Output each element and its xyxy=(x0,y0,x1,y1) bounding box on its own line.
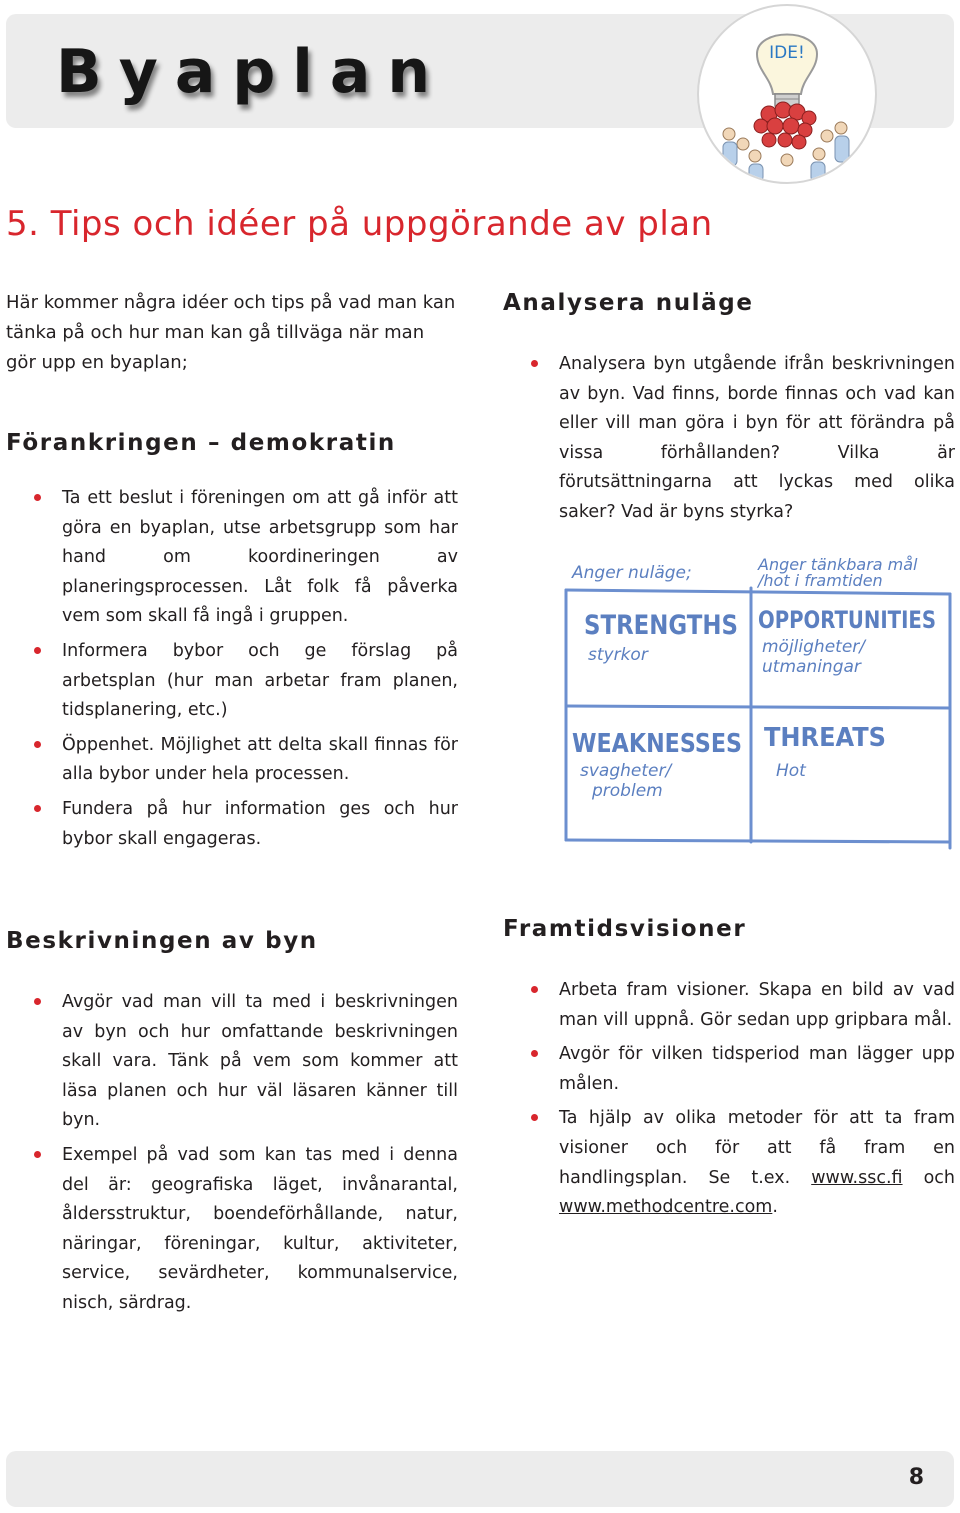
right-column-top xyxy=(503,290,955,533)
list-item xyxy=(503,976,955,1035)
swot-threats: THREATS xyxy=(764,723,886,753)
link-methodcentre[interactable]: www.methodcentre.com xyxy=(559,1197,773,1218)
list-item xyxy=(6,484,458,632)
list-item-text: Analysera byn utgående ifrån beskrivningen av byn. Vad finns, borde finnas och vad kan eller vill man göra i byn för att förändra på vissa förhållanden? Vilka är förutsättningarna att lyckas med olika saker? Vad är byns styrka? xyxy=(559,354,955,522)
swot-border-top xyxy=(566,590,950,594)
swot-divider-horizontal xyxy=(566,706,950,708)
list-item-text: Ta ett beslut i föreningen om att gå inför att göra en byaplan, utse arbetsgrupp som har hand om koordineringen av planeringsprocessen. Låt folk få påverka vem som skall få ingå i gruppen. xyxy=(62,488,458,627)
swot-strengths-sub: styrkor xyxy=(588,645,648,665)
swot-label-left: Anger nuläge; xyxy=(572,563,692,583)
page-number: 8 xyxy=(908,1465,924,1490)
list-item-text: Informera bybor och ge förslag på arbetsplan (hur man arbetar fram planen, tidsplanering, etc.) xyxy=(62,640,458,721)
bullet-dot xyxy=(531,360,538,367)
bullet-dot xyxy=(531,986,538,993)
section-title: 5. Tips och idéer på uppgörande av plan xyxy=(6,204,713,244)
list-item xyxy=(6,1141,458,1319)
sentence-end: . xyxy=(772,1197,778,1218)
list-item-text: Fundera på hur information ges och hur bybor skall engageras. xyxy=(62,798,458,849)
bullet-dot xyxy=(34,805,41,812)
swot-label-right-2: /hot i framtiden xyxy=(758,571,883,590)
swot-grid xyxy=(558,548,958,858)
list-item-text: Avgör vad man vill ta med i beskrivningen av byn och hur omfattande beskrivningen skall vara. Tänk på vem som kommer att läsa planen och hur väl läsaren känner till byn. xyxy=(62,992,458,1131)
analysera-list xyxy=(503,350,955,528)
list-item xyxy=(6,795,458,854)
heading-analysera: Analysera nuläge xyxy=(503,290,754,316)
lightbulb-over-crowd-icon xyxy=(699,6,875,182)
swot-weaknesses-sub-1: svagheter/ xyxy=(580,761,672,781)
swot-strengths: STRENGTHS xyxy=(584,610,738,641)
intro-paragraph: Här kommer några idéer och tips på vad man kan tänka på och hur man kan gå tillväga när man gör upp en byaplan; xyxy=(6,292,456,373)
swot-border-bottom xyxy=(566,840,950,842)
heading-beskrivningen: Beskrivningen av byn xyxy=(6,928,318,954)
bullet-dot xyxy=(531,1050,538,1057)
heading-framtidsvisioner: Framtidsvisioner xyxy=(503,916,747,942)
list-item xyxy=(503,1040,955,1099)
list-item-text: Exempel på vad som kan tas med i denna del är: geografiska läget, invånarantal, åldersstruktur, boendeförhållande, natur, näringar, föreningar, kultur, aktiviteter, service, sevärdheter, kommunalservice, nisch, särdrag. xyxy=(62,1144,458,1313)
swot-threats-sub: Hot xyxy=(776,761,806,781)
swot-weaknesses-sub-2: problem xyxy=(592,781,663,801)
swot-opportunities-sub-2: utmaningar xyxy=(762,657,861,677)
logo-text: IDE! xyxy=(769,43,805,63)
left-column-bottom xyxy=(6,928,458,1324)
list-item xyxy=(6,988,458,1136)
bullet-dot xyxy=(34,741,41,748)
bullet-dot xyxy=(34,1151,41,1158)
left-column-top xyxy=(6,288,458,859)
list-item xyxy=(6,637,458,726)
swot-sketch xyxy=(558,548,958,858)
brand-title: Byaplan xyxy=(56,37,448,107)
right-column-bottom xyxy=(503,916,955,1228)
bullet-dot xyxy=(34,494,41,501)
list-item-text: Öppenhet. Möjlighet att delta skall finnas för alla bybor under hela processen. xyxy=(62,734,458,785)
forankringen-list xyxy=(6,484,458,854)
swot-weaknesses: WEAKNESSES xyxy=(572,729,742,759)
bullet-dot xyxy=(531,1114,538,1121)
idea-logo xyxy=(697,4,877,184)
list-item-text: Arbeta fram visioner. Skapa en bild av vad man vill uppnå. Gör sedan upp gripbara mål. xyxy=(559,980,955,1030)
beskrivningen-list xyxy=(6,988,458,1319)
list-item xyxy=(503,350,955,528)
link-ssc[interactable]: www.ssc.fi xyxy=(811,1167,903,1188)
list-item xyxy=(6,731,458,790)
link-joiner: och xyxy=(902,1167,956,1188)
bullet-dot xyxy=(34,647,41,654)
swot-opportunities-sub-1: möjligheter/ xyxy=(762,637,865,657)
list-item-text: Ta hjälp av olika metoder för att ta fram visioner och för att få fram en handlingsplan. Se t.ex. xyxy=(559,1108,955,1188)
footer-band xyxy=(6,1451,954,1507)
list-item-text: Avgör för vilken tidsperiod man lägger upp målen. xyxy=(559,1044,955,1094)
swot-opportunities: OPPORTUNITIES xyxy=(758,606,936,634)
heading-forankringen: Förankringen – demokratin xyxy=(6,430,396,456)
swot-label-right-1: Anger tänkbara mål xyxy=(758,555,918,574)
list-item xyxy=(503,1104,955,1222)
bullet-dot xyxy=(34,998,41,1005)
framtidsvisioner-list xyxy=(503,976,955,1223)
